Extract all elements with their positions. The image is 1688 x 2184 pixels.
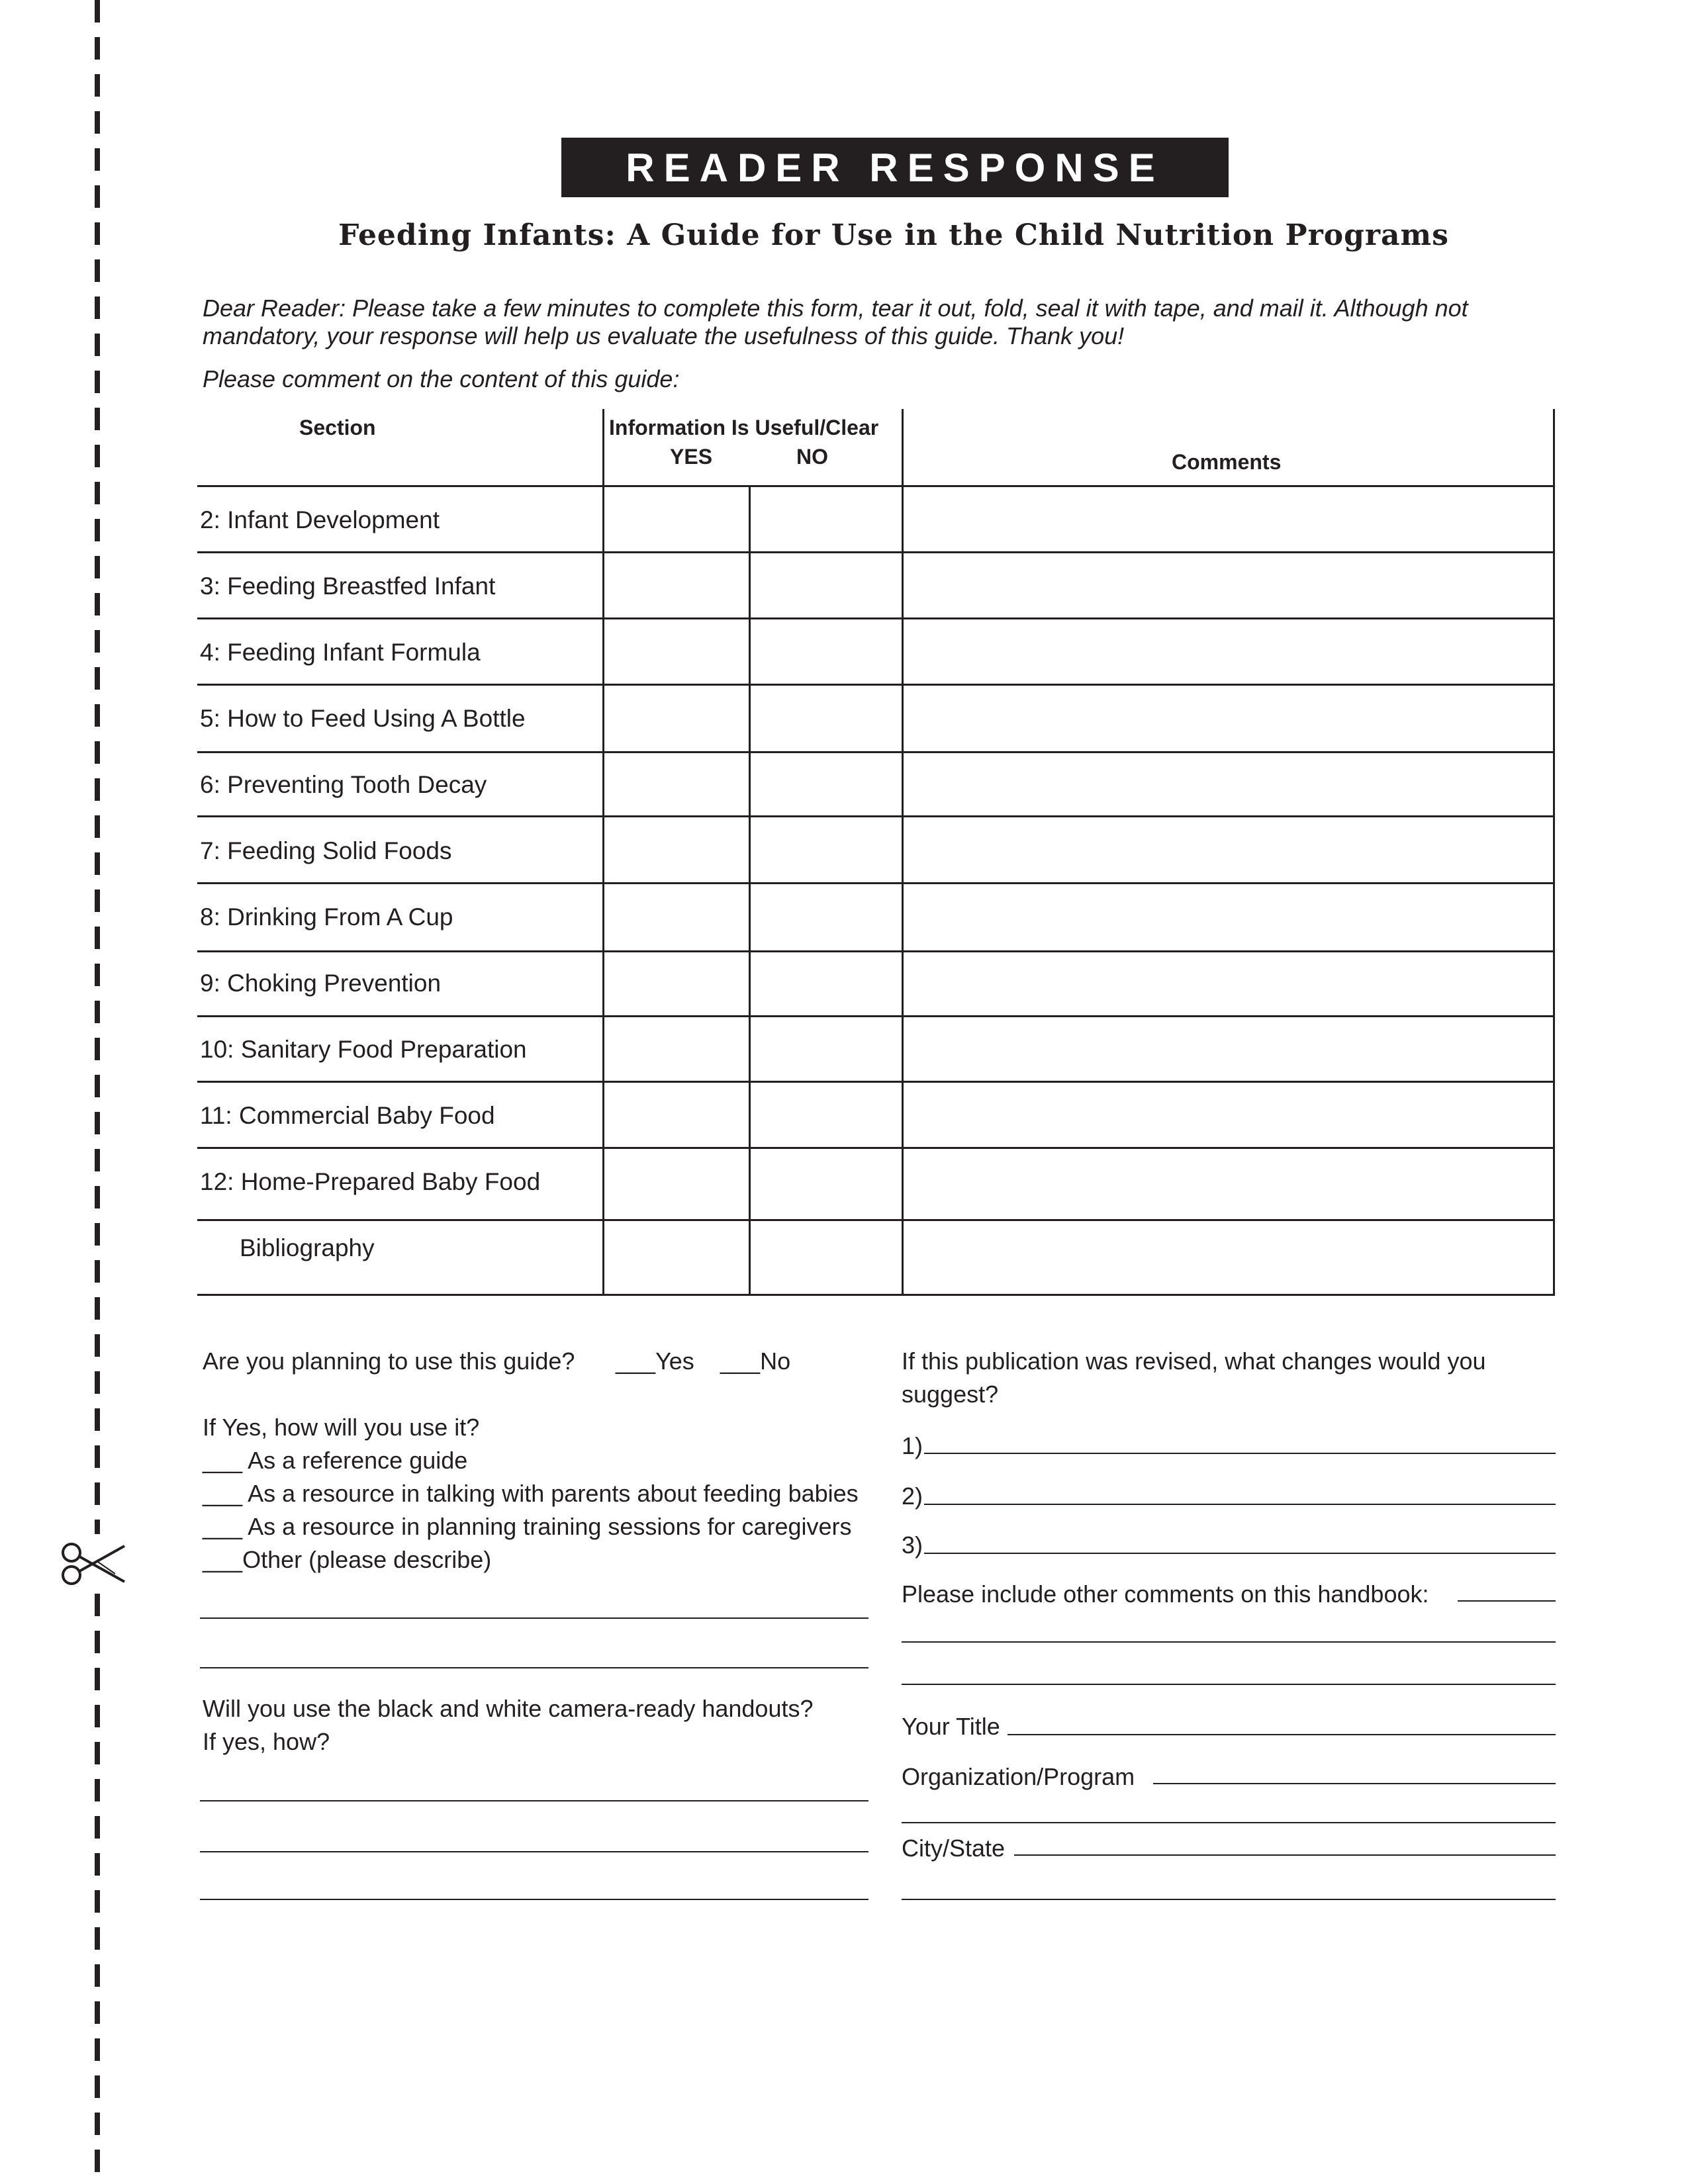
comments-line[interactable] (1458, 1600, 1556, 1602)
suggestion-number: 3) (902, 1531, 923, 1559)
col-divider-section (602, 409, 604, 1296)
row-rule (197, 617, 1555, 619)
other-describe-line[interactable] (200, 1667, 868, 1668)
cut-line (95, 0, 100, 2184)
plan-question: Are you planning to use this guide? (203, 1347, 575, 1375)
table-row: 8: Drinking From A Cup (200, 903, 453, 931)
handouts-answer-line[interactable] (200, 1851, 868, 1852)
col-comments-header: Comments (1172, 450, 1282, 474)
table-row: 7: Feeding Solid Foods (200, 837, 452, 864)
col-no-header: NO (796, 445, 828, 469)
city-state-field[interactable] (1014, 1854, 1556, 1856)
your-title-label: Your Title (902, 1713, 1000, 1740)
your-title-field[interactable] (1008, 1734, 1556, 1735)
page-title: READER RESPONSE (561, 138, 1229, 197)
city-state-field-2[interactable] (902, 1899, 1556, 1900)
table-right-border (1553, 409, 1555, 1296)
comments-label: Please include other comments on this handbook: (902, 1580, 1429, 1608)
suggestion-line-2[interactable] (924, 1504, 1556, 1505)
table-row: 5: How to Feed Using A Bottle (200, 705, 526, 732)
row-rule (197, 950, 1555, 952)
header-rule (197, 485, 1555, 487)
organization-field-2[interactable] (902, 1822, 1556, 1823)
row-rule (197, 684, 1555, 686)
row-rule (197, 751, 1555, 753)
yes-cell[interactable] (605, 488, 748, 551)
how-question: If Yes, how will you use it? (203, 1414, 480, 1441)
suggestion-number: 1) (902, 1432, 923, 1459)
suggestion-line-3[interactable] (924, 1553, 1556, 1554)
plan-no-option[interactable]: ___No (720, 1347, 791, 1375)
plan-yes-option[interactable]: ___Yes (616, 1347, 694, 1375)
table-row: 2: Infant Development (200, 506, 440, 533)
comments-line[interactable] (902, 1684, 1556, 1685)
row-rule (197, 1219, 1555, 1221)
comments-line[interactable] (902, 1641, 1556, 1643)
intro-text: Dear Reader: Please take a few minutes to complete this form, tear it out, fold, seal it with tape, and mail it. Although not mandatory, your response will help us evaluate the usefulness of this guide. Thank you! (203, 295, 1468, 349)
handouts-answer-line[interactable] (200, 1899, 868, 1900)
guide-subtitle: Feeding Infants: A Guide for Use in the Child Nutrition Programs (338, 218, 1449, 252)
table-row: 4: Feeding Infant Formula (200, 639, 481, 666)
organization-label: Organization/Program (902, 1763, 1135, 1790)
table-row: 12: Home-Prepared Baby Food (200, 1168, 541, 1195)
table-row: Bibliography (240, 1234, 375, 1261)
col-divider-yes (749, 486, 751, 1296)
col-section-header: Section (299, 416, 376, 439)
table-bottom-rule (197, 1294, 1555, 1296)
other-describe-line[interactable] (200, 1617, 868, 1619)
use-option-other[interactable]: ___Other (please describe) (203, 1546, 492, 1573)
no-cell[interactable] (751, 488, 901, 551)
row-rule (197, 882, 1555, 884)
col-info-header: Information Is Useful/Clear (609, 416, 879, 439)
handouts-answer-line[interactable] (200, 1800, 868, 1801)
row-rule (197, 551, 1555, 553)
comment-cell[interactable] (904, 488, 1552, 551)
row-rule (197, 815, 1555, 817)
scissors-icon (58, 1534, 131, 1594)
row-rule (197, 1147, 1555, 1149)
table-row: 10: Sanitary Food Preparation (200, 1036, 527, 1063)
col-yes-header: YES (670, 445, 713, 469)
table-row: 11: Commercial Baby Food (200, 1102, 495, 1129)
handouts-how: If yes, how? (203, 1728, 330, 1755)
row-rule (197, 1015, 1555, 1017)
handouts-question: Will you use the black and white camera-ready handouts? (203, 1695, 814, 1722)
revised-question: If this publication was revised, what changes would you suggest? (902, 1347, 1486, 1408)
suggestion-line-1[interactable] (924, 1453, 1556, 1454)
content-prompt: Please comment on the content of this guide: (203, 365, 680, 392)
table-row: 3: Feeding Breastfed Infant (200, 572, 496, 600)
use-option-parents[interactable]: ___ As a resource in talking with parents about feeding babies (203, 1480, 859, 1507)
suggestion-number: 2) (902, 1482, 923, 1510)
organization-field[interactable] (1153, 1783, 1556, 1784)
table-row: 6: Preventing Tooth Decay (200, 771, 487, 798)
use-option-training[interactable]: ___ As a resource in planning training sessions for caregivers (203, 1513, 852, 1540)
col-divider-no (902, 409, 904, 1296)
row-rule (197, 1081, 1555, 1083)
city-state-label: City/State (902, 1835, 1006, 1862)
table-row: 9: Choking Prevention (200, 970, 442, 997)
use-option-reference[interactable]: ___ As a reference guide (203, 1447, 468, 1474)
